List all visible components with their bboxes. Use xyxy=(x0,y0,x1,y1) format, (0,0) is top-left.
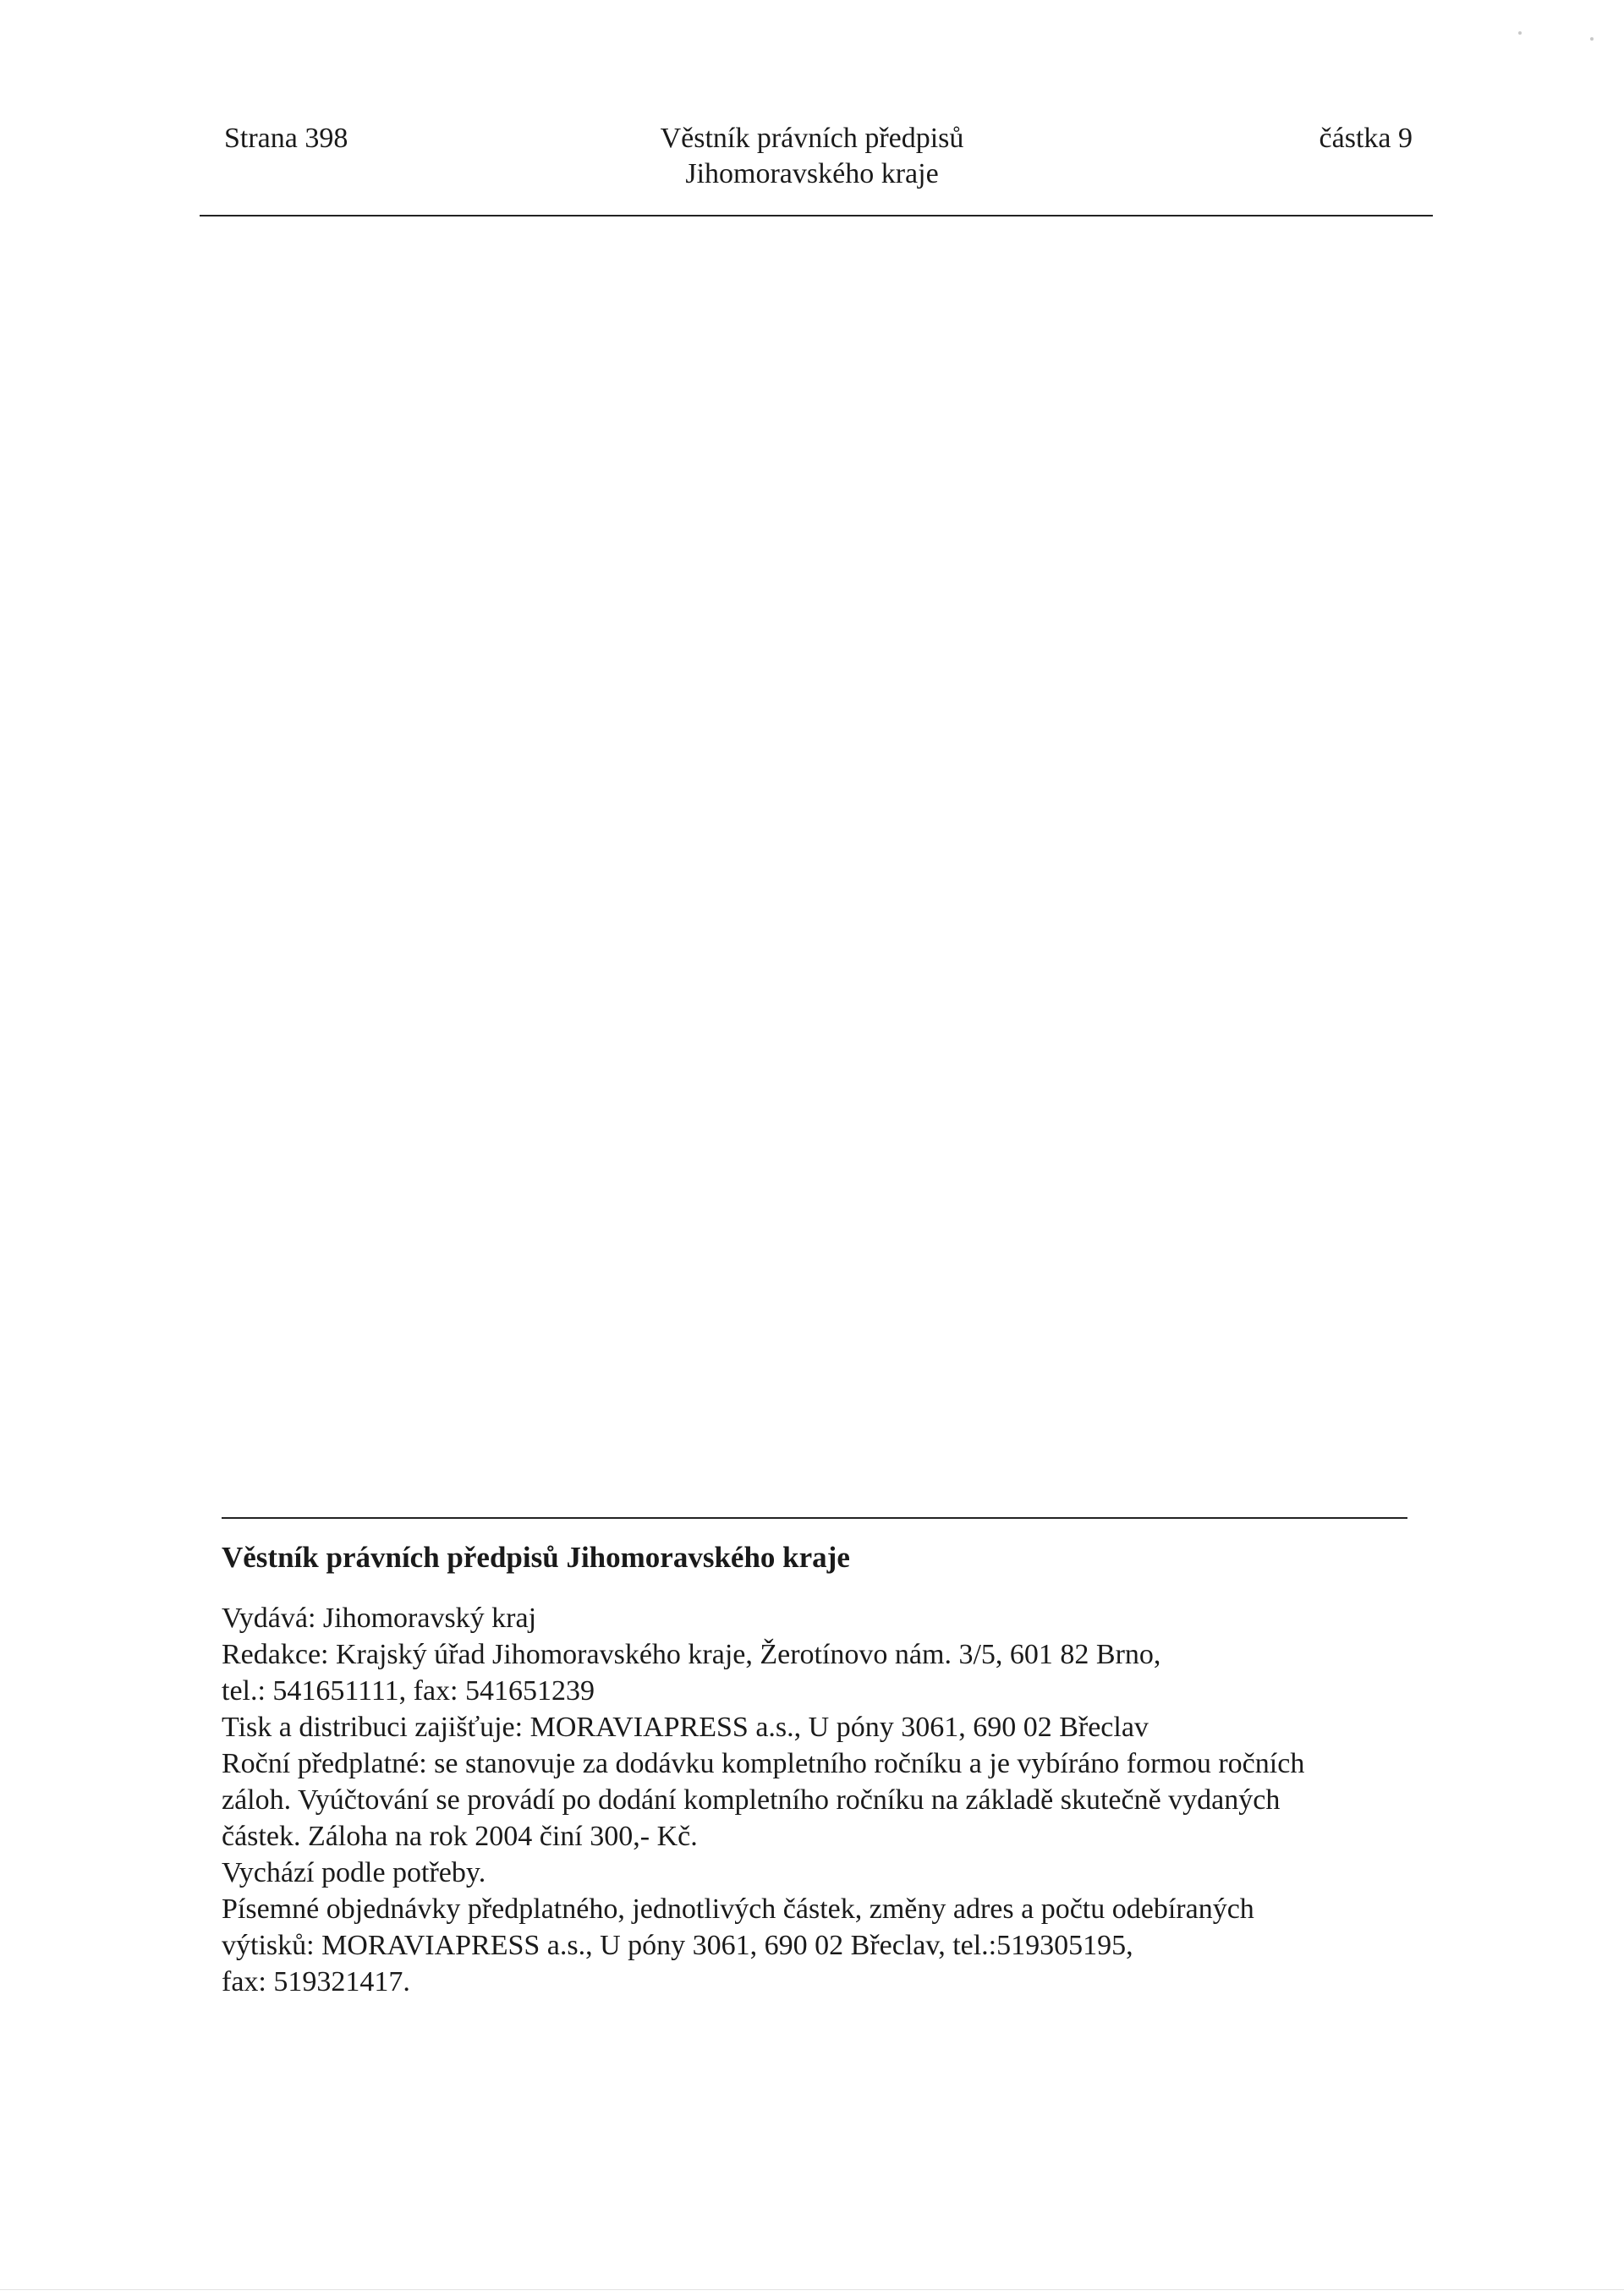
colophon-line: Redakce: Krajský úřad Jihomoravského kraje, Žerotínovo nám. 3/5, 601 82 Brno, xyxy=(222,1639,1161,1670)
colophon-line: fax: 519321417. xyxy=(222,1966,410,1997)
colophon-line: Vychází podle potřeby. xyxy=(222,1857,486,1888)
colophon-line: Vydává: Jihomoravský kraj xyxy=(222,1603,537,1634)
scan-edge xyxy=(0,2289,1624,2290)
colophon-divider xyxy=(222,1517,1407,1519)
colophon xyxy=(222,1539,1423,2000)
colophon-line: tel.: 541651111, fax: 541651239 xyxy=(222,1675,595,1707)
colophon-line: Roční předplatné: se stanovuje za dodávku kompletního ročníku a je vybíráno formou ročních xyxy=(222,1748,1305,1779)
colophon-line: výtisků: MORAVIAPRESS a.s., U póny 3061, 690 02 Břeclav, tel.:519305195, xyxy=(222,1930,1133,1961)
issue-number: částka 9 xyxy=(1319,123,1413,154)
colophon-line: Tisk a distribuci zajišťuje: MORAVIAPRESS a.s., U póny 3061, 690 02 Břeclav xyxy=(222,1712,1149,1743)
scan-speck xyxy=(1518,31,1522,35)
colophon-title: Věstník právních předpisů Jihomoravského kraje xyxy=(222,1541,850,1574)
colophon-line: částek. Záloha na rok 2004 činí 300,- Kč. xyxy=(222,1821,698,1852)
page-number: Strana 398 xyxy=(224,123,348,154)
running-title-line-2: Jihomoravského kraje xyxy=(685,158,939,189)
colophon-line: záloh. Vyúčtování se provádí po dodání kompletního ročníku na základě skutečně vydaných xyxy=(222,1784,1281,1816)
scan-speck xyxy=(1590,37,1594,41)
running-title xyxy=(558,121,1066,192)
running-title-line-1: Věstník právních předpisů xyxy=(660,123,964,154)
header-divider xyxy=(200,215,1433,216)
colophon-line: Písemné objednávky předplatného, jednotlivých částek, změny adres a počtu odebíraných xyxy=(222,1893,1254,1925)
